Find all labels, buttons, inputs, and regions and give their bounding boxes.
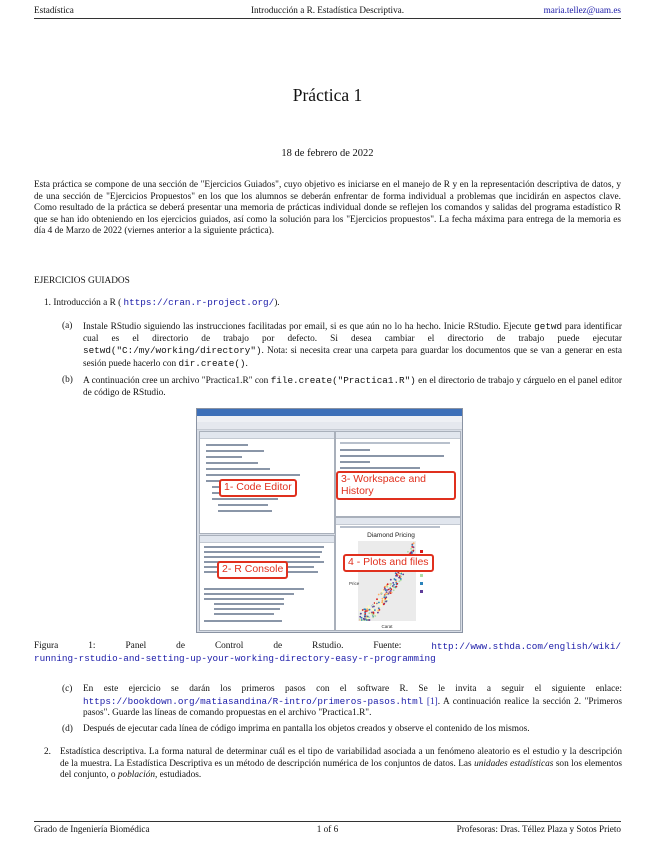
sub-item-b	[62, 375, 622, 399]
header-left: Estadística	[34, 5, 74, 15]
sub-a-text-2: para identificar cual es el directorio de trabajo por defecto. Si desea cambiar el directorio de trabajo puede ejecutar	[83, 322, 622, 344]
plot-title: Diamond Pricing	[367, 532, 415, 539]
scatter-point	[360, 613, 362, 615]
scatter-point	[398, 577, 400, 579]
item-2-text-3: , estudiados.	[155, 770, 202, 781]
figure-caption	[34, 641, 621, 665]
scatter-point	[390, 592, 392, 594]
scatter-point	[381, 603, 383, 605]
scatter-point	[390, 579, 392, 581]
caption-word-8: Fuente:	[373, 641, 402, 651]
item-2-label: 2.	[44, 747, 51, 757]
sub-item-c-label: (c)	[62, 684, 73, 694]
scatter-point	[385, 593, 387, 595]
sub-a-text-1: Instale RStudio siguiendo las instrucciones facilitadas por email, si es que aún no lo ha hecho. Inicie RStudio. Ejecute	[83, 322, 532, 332]
reference-link[interactable]: [1]	[426, 696, 438, 707]
scatter-point	[381, 593, 383, 595]
figure-workspace-tabs	[336, 432, 460, 439]
sub-c-text-2: . A continuación realice la sección 2. "Primeros pasos". Guarde las líneas de comando propuestas en el archivo "Practica1.R".	[83, 696, 622, 719]
scatter-point	[396, 583, 398, 585]
figure-toolbar	[197, 422, 462, 430]
scatter-point	[366, 608, 368, 610]
sub-d-text: Después de ejecutar cada línea de código imprima en pantalla los objetos creados y observe el contenido de los mismos.	[83, 724, 530, 734]
sub-b-text-1: A continuación cree un archivo "Practica1.R" con	[83, 376, 269, 386]
item-2-text-1: Estadística descriptiva. La forma natural de determinar cuál es el tipo de variabilidad asociada a un fenómeno aleatorio es el estudio y la descripción de la muestra. La Estadística Descriptiva es un método de descripción numérica de los conjuntos de datos. Las	[60, 747, 622, 769]
code-getwd: getwd	[534, 321, 563, 332]
scatter-point	[376, 613, 378, 615]
footer-left: Grado de Ingeniería Biomédica	[34, 824, 150, 834]
scatter-point	[359, 616, 361, 618]
sub-item-c	[62, 684, 622, 720]
scatter-point	[364, 616, 366, 618]
scatter-point	[400, 573, 402, 575]
figure-console-pane	[199, 535, 335, 631]
figure-window-titlebar	[197, 409, 462, 416]
scatter-point	[369, 609, 371, 611]
callout-workspace-history: 3- Workspace and History	[336, 471, 456, 500]
callout-r-console: 2- R Console	[217, 561, 288, 579]
scatter-point	[400, 576, 402, 578]
sub-item-d-label: (d)	[62, 724, 73, 734]
scatter-point	[373, 614, 375, 616]
scatter-point	[389, 585, 391, 587]
scatter-point	[378, 602, 380, 604]
caption-word-2: 1:	[88, 641, 96, 651]
sub-item-b-label: (b)	[62, 375, 73, 385]
scatter-point	[369, 619, 371, 621]
scatter-point	[365, 610, 367, 612]
scatter-point	[380, 605, 382, 607]
caption-word-6: de	[273, 641, 283, 651]
bookdown-link[interactable]: https://bookdown.org/matiasandina/R-intro/primeros-pasos.html	[83, 695, 424, 707]
scatter-point	[407, 551, 409, 553]
scatter-point	[377, 612, 379, 614]
sub-a-text-4: .	[245, 358, 248, 369]
sub-item-a-label: (a)	[62, 321, 73, 331]
item-1-label: 1.	[44, 298, 51, 308]
rstudio-figure	[196, 408, 463, 633]
scatter-point	[378, 603, 380, 605]
term-poblacion: población	[117, 770, 156, 781]
scatter-point	[399, 571, 401, 573]
sub-a-text-3: . Nota: si necesita crear una carpeta para guardar los documentos que se van a generar en esta sesión puede hacerlo con	[83, 346, 622, 369]
scatter-point	[386, 586, 388, 588]
caption-source-link-1[interactable]: http://www.sthda.com/english/wiki/	[431, 641, 621, 652]
scatter-point	[371, 608, 373, 610]
scatter-point	[366, 619, 368, 621]
running-footer	[34, 824, 621, 838]
scatter-point	[396, 586, 398, 588]
scatter-point	[393, 587, 395, 589]
scatter-point	[382, 600, 384, 602]
header-center: Introducción a R. Estadística Descriptiva.	[250, 5, 405, 15]
scatter-point	[396, 573, 398, 575]
caption-word-7: Rstudio.	[312, 641, 344, 651]
scatter-point	[383, 604, 385, 606]
caption-source-link-2[interactable]: running-rstudio-and-setting-up-your-working-directory-easy-r-programming	[34, 652, 436, 664]
scatter-point	[363, 618, 365, 620]
footer-rule	[34, 821, 621, 822]
scatter-point	[393, 589, 395, 591]
scatter-point	[375, 604, 377, 606]
cran-link[interactable]: https://cran.r-project.org/	[123, 297, 275, 308]
scatter-point	[387, 592, 389, 594]
scatter-point	[390, 583, 392, 585]
caption-word-5: Control	[214, 641, 244, 651]
scatter-point	[367, 617, 369, 619]
scatter-point	[359, 610, 361, 612]
scatter-point	[362, 609, 364, 611]
scatter-point	[385, 596, 387, 598]
caption-word-3: Panel	[125, 641, 147, 651]
scatter-point	[388, 589, 390, 591]
scatter-point	[390, 588, 392, 590]
caption-word-4: de	[176, 641, 185, 651]
term-unidades-estadisticas: unidades estadísticas	[474, 758, 554, 769]
scatter-point	[374, 615, 376, 617]
scatter-point	[385, 586, 387, 588]
scatter-point	[374, 609, 376, 611]
scatter-point	[375, 602, 377, 604]
figure-editor-tabs	[200, 432, 334, 439]
scatter-point	[378, 594, 380, 596]
scatter-point	[368, 612, 370, 614]
scatter-point	[378, 599, 380, 601]
scatter-point	[411, 544, 413, 546]
item-1-text: Introducción a R (	[53, 298, 122, 308]
scatter-point	[396, 575, 398, 577]
scatter-point	[378, 610, 380, 612]
item-1	[44, 297, 280, 308]
header-email-link[interactable]: maria.tellez@uam.es	[543, 5, 621, 15]
callout-plots-files: 4 - Plots and files	[343, 554, 434, 572]
item-1-text-after: ).	[274, 298, 280, 308]
item-2	[44, 747, 622, 782]
scatter-point	[402, 574, 404, 576]
scatter-point	[373, 606, 375, 608]
scatter-point	[411, 546, 413, 548]
scatter-point	[410, 548, 412, 550]
scatter-point	[382, 598, 384, 600]
sub-b-text-2: en el directorio de trabajo y cárguelo en el panel editor de código de RStudio.	[83, 376, 622, 398]
page-date: 18 de febrero de 2022	[281, 148, 374, 159]
scatter-point	[376, 598, 378, 600]
scatter-point	[400, 578, 402, 580]
scatter-point	[365, 609, 367, 611]
page-number: 1 of 6	[316, 824, 339, 834]
code-file-create: file.create("Practica1.R")	[270, 375, 416, 386]
scatter-point	[376, 609, 378, 611]
header-rule	[34, 18, 621, 19]
scatter-point	[381, 595, 383, 597]
scatter-point	[364, 613, 366, 615]
figure-plots-tabs	[336, 518, 460, 525]
scatter-point	[413, 542, 415, 544]
item-2-text-2: son los elementos del conjunto, o	[60, 758, 623, 781]
callout-code-editor: 1- Code Editor	[219, 479, 297, 497]
plot-xlabel: Carat	[381, 624, 393, 629]
scatter-point	[395, 581, 397, 583]
scatter-point	[360, 619, 362, 621]
scatter-point	[392, 582, 394, 584]
figure-plots-pane	[335, 517, 461, 631]
footer-right: Profesoras: Dras. Téllez Plaza y Sotos Prieto	[456, 824, 621, 834]
diamond-pricing-plot	[344, 530, 439, 630]
scatter-point	[382, 590, 384, 592]
code-setwd: setwd("C:/my/working/directory")	[83, 345, 262, 357]
scatter-point	[378, 608, 380, 610]
code-dir-create: dir.create()	[178, 357, 246, 369]
sub-item-d	[62, 724, 622, 736]
plot-ylabel: Price	[349, 581, 360, 586]
scatter-point	[368, 605, 370, 607]
figure-console-tabs	[200, 536, 334, 543]
caption-word-1: Figura	[34, 641, 59, 651]
section-title: EJERCICIOS GUIADOS	[34, 276, 130, 286]
page-title: Práctica 1	[292, 85, 363, 105]
scatter-point	[390, 590, 392, 592]
sub-c-text-1: En este ejercicio se darán los primeros pasos con el software R. Se le invita a seguir el siguiente enlace:	[83, 684, 622, 694]
scatter-point	[384, 595, 386, 597]
sub-item-a	[62, 321, 622, 370]
scatter-point	[385, 601, 387, 603]
scatter-point	[387, 583, 389, 585]
scatter-point	[385, 589, 387, 591]
intro-paragraph: Esta práctica se compone de una sección de "Ejercicios Guiados", cuyo objetivo es iniciarse en el manejo de R y en la representación descriptiva de datos, y de una sección de "Ejercicios Propuestos" en los que los alumnos se deberán enfrentar de forma individual a problemas que incidirán en aspectos clave. Como resultado de la práctica se deberá presentar una memoria de prácticas individual donde se reflejen los comandos y salidas del programa estadístico R que se han ido obteniendo en los ejercicios guiados, así como la solución para los "Ejercicios propuestos". La fecha máxima para entrega de la memoria es día 4 de Marzo de 2022 (viernes anterior a la siguiente práctica).	[34, 180, 621, 237]
scatter-point	[368, 607, 370, 609]
scatter-point	[413, 550, 415, 552]
scatter-point	[373, 612, 375, 614]
scatter-point	[387, 598, 389, 600]
scatter-point	[393, 584, 395, 586]
scatter-point	[395, 579, 397, 581]
